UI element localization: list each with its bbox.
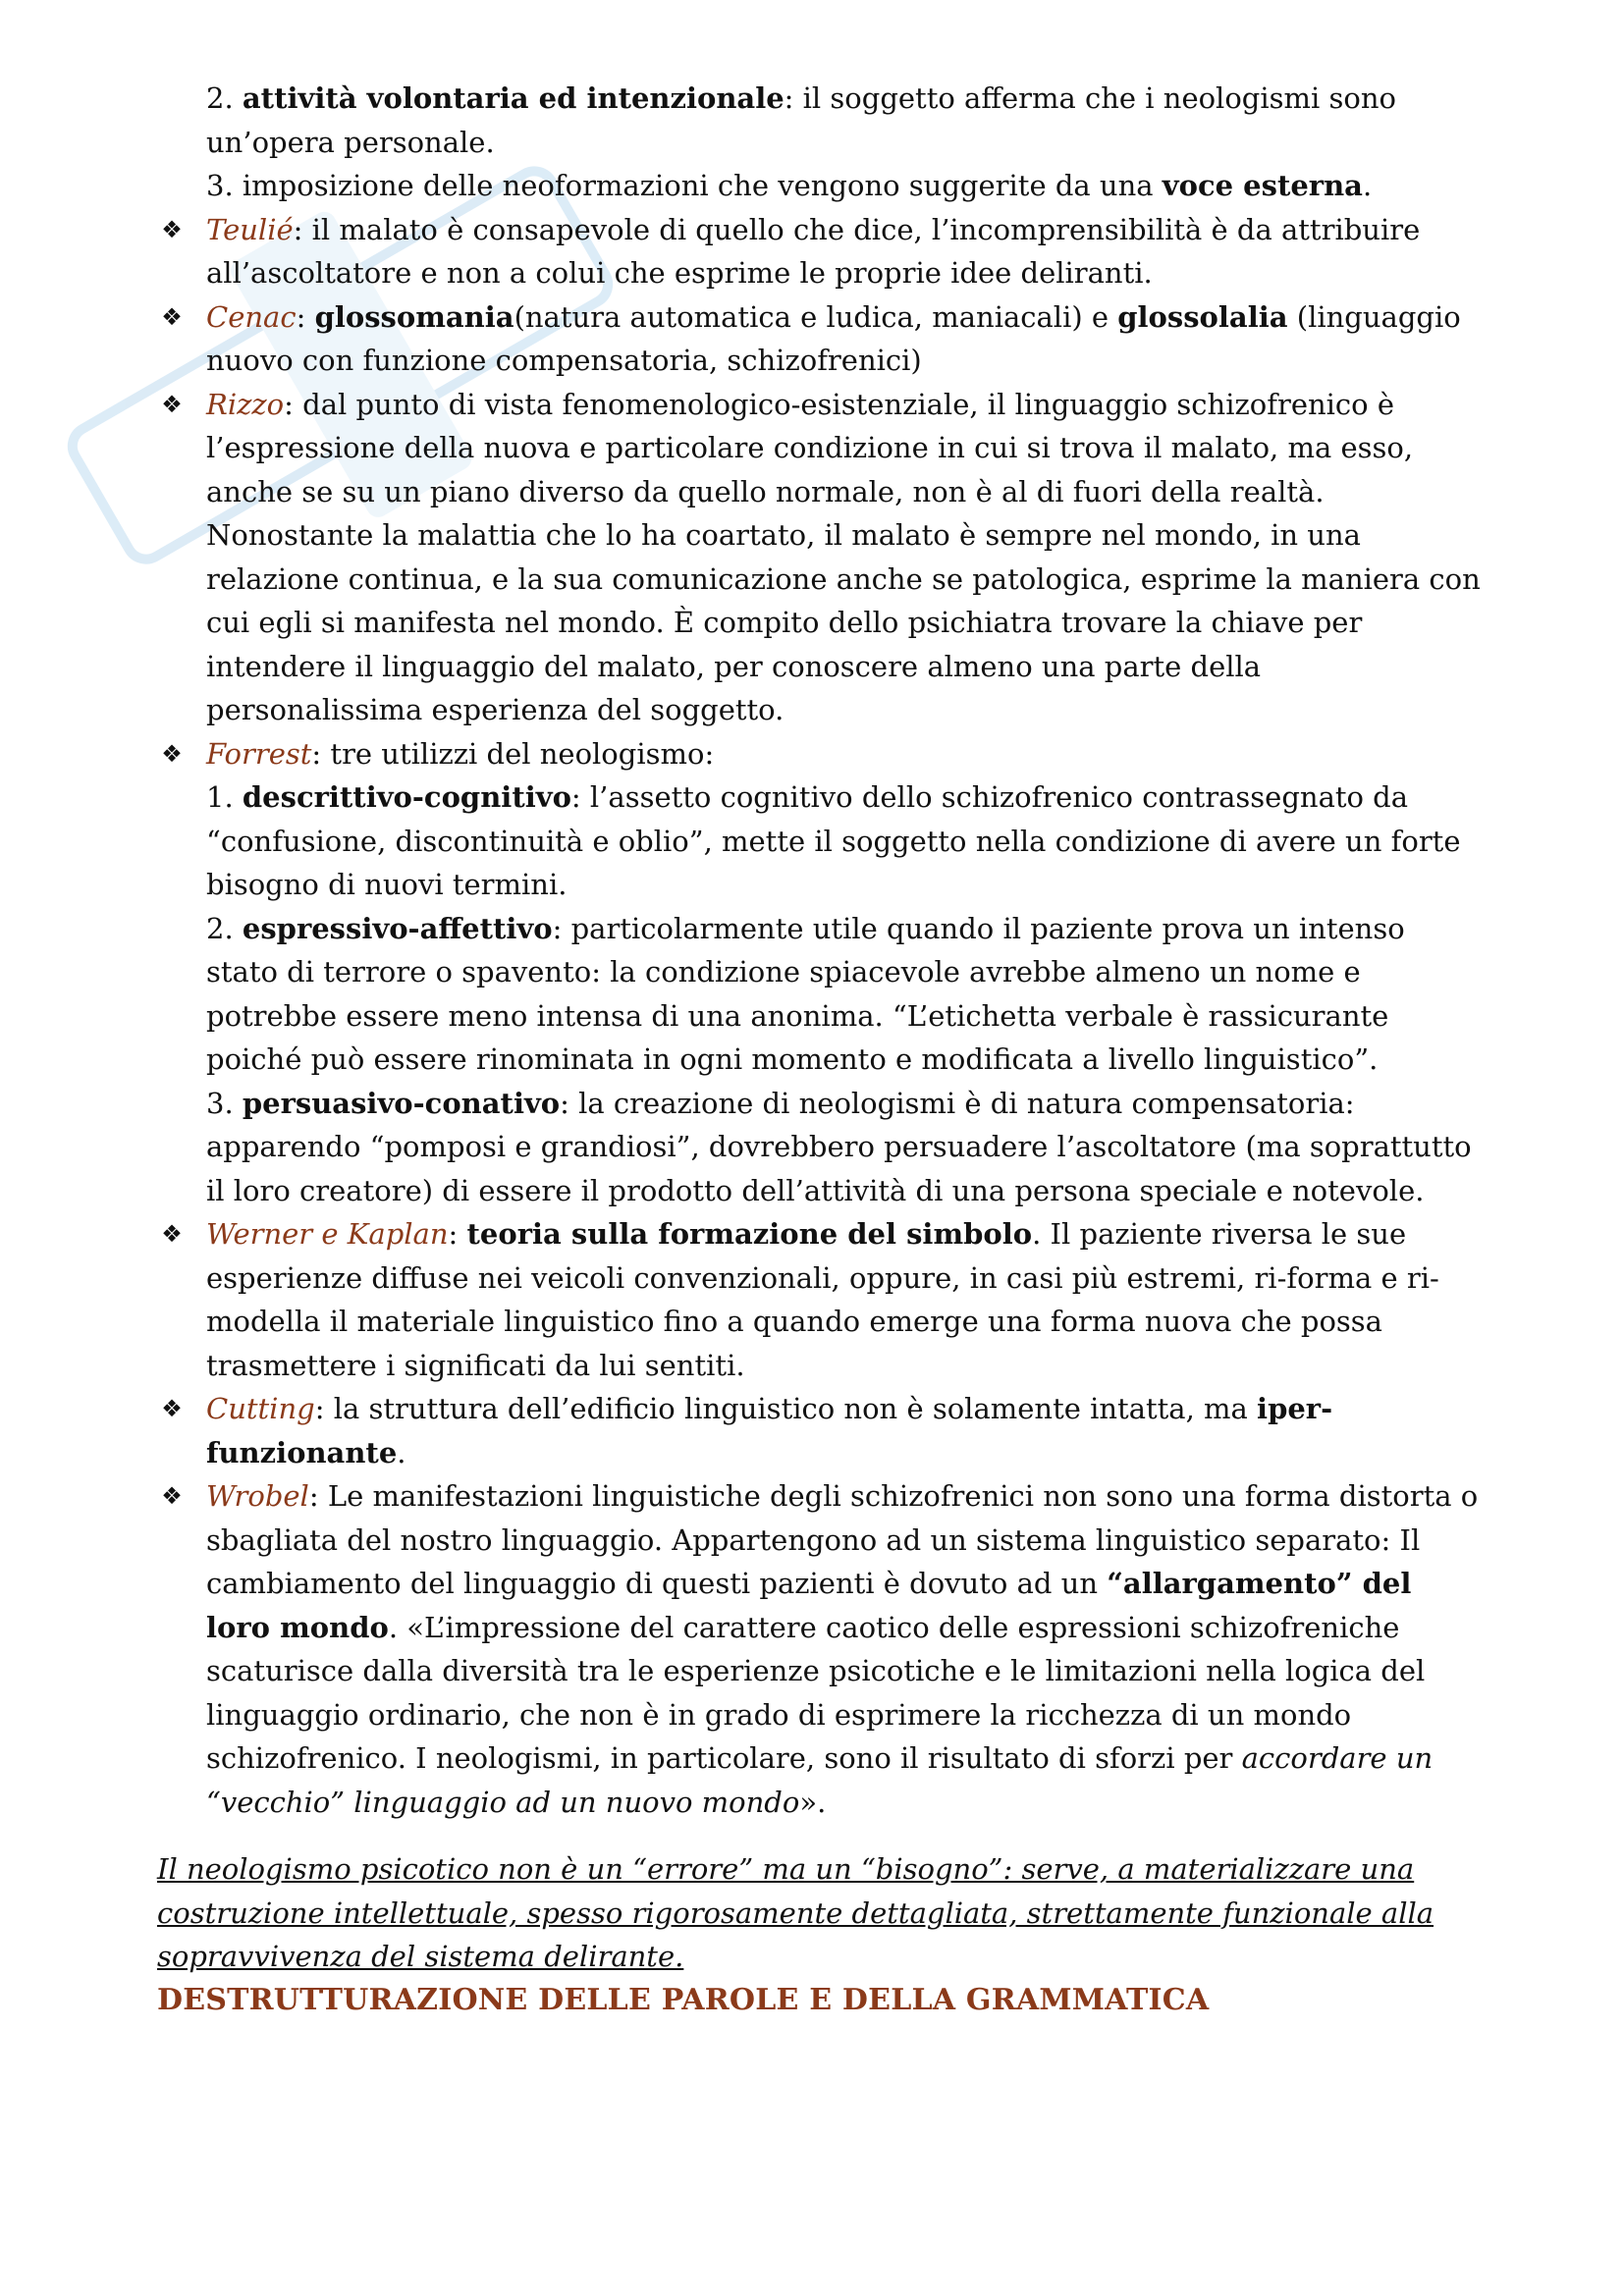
item-number: 1. — [206, 780, 234, 814]
forrest-sub-2 — [206, 907, 1483, 1082]
bullet-cenac — [157, 295, 1483, 383]
item-text: : l’assetto cognitivo dello schizofrenico contrassegnato da “confusione, discontinuità e oblio”, mette il soggetto nella condizione di avere un forte bisogno di nuovi termini. — [206, 780, 1461, 901]
bullet-text: . — [397, 1435, 406, 1469]
bold-term: attività volontaria ed intenzionale — [242, 81, 784, 115]
item-number: 3. — [206, 169, 234, 202]
bold-term: espressivo-affettivo — [242, 911, 553, 945]
list-item-2 — [157, 77, 1483, 164]
author-name: Cenac — [206, 299, 297, 334]
bullet-cutting — [157, 1387, 1483, 1474]
document-body — [157, 77, 1483, 2022]
diamond-bullet-icon: ❖ — [161, 1220, 183, 1248]
bold-term: “allargamento” del loro mondo — [206, 1567, 1412, 1644]
bullet-text: : dal punto di vista fenomenologico-esistenziale, il linguaggio schizofrenico è l’espressione della nuova e particolare condizione in cui si trova il malato, ma esso, anche se su un piano diverso da quello normale, non è al di fuori della realtà. Nonostante la malattia che lo ha coartato, il malato è sempre nel mondo, in una relazione continua, e la sua comunicazione anche se patologica, esprime la maniera con cui egli si manifesta nel mondo. È compito dello psichiatra trovare la chiave per intendere il linguaggio del malato, per conoscere almeno una parte della personalissima esperienza del soggetto. — [206, 387, 1481, 726]
bold-term: teoria sulla formazione del simbolo — [466, 1217, 1033, 1251]
bullet-text: (natura automatica e ludica, maniacali) e — [514, 299, 1118, 334]
author-name: Werner e Kaplan — [206, 1217, 449, 1251]
diamond-bullet-icon: ❖ — [161, 390, 183, 418]
item-number: 3. — [206, 1086, 234, 1120]
bold-term: glossomania — [314, 299, 514, 334]
bullet-text: : la struttura dell’edificio linguistico non è solamente intatta, ma — [314, 1392, 1258, 1425]
item-text: : la creazione di neologismi è di natura compensatoria: apparendo “pomposi e grandiosi”, dovrebbero persuadere l’ascoltatore (ma soprattutto il loro creatore) di essere il prodotto dell’attività di una persona speciale e notevole. — [206, 1086, 1472, 1207]
bullet-text: : tre utilizzi del neologismo: — [311, 736, 715, 771]
bullet-teulie — [157, 208, 1483, 295]
forrest-sub-1 — [206, 775, 1483, 907]
item-text: : il soggetto afferma che i neologismi sono un’opera personale. — [206, 81, 1396, 159]
author-name: Teulié — [206, 212, 294, 246]
bullet-text: . «L’impressione del carattere caotico delle espressioni schizofreniche scaturisce dalla diversità tra le esperienze psicotiche e le limitazioni nella logica del linguaggio ordinario, che non è in grado di esprimere la ricchezza di un mondo schizofrenico. I neologismi, in particolare, sono il risultato di sforzi per — [206, 1610, 1426, 1775]
bullet-text: (linguaggio nuovo con funzione compensatoria, schizofrenici) — [206, 299, 1461, 377]
bold-term: persuasivo-conativo — [242, 1086, 561, 1120]
diamond-bullet-icon: ❖ — [161, 1482, 183, 1510]
item-text: . — [1362, 169, 1373, 202]
author-name: Wrobel — [206, 1479, 309, 1513]
item-number: 2. — [206, 81, 234, 115]
section-heading: DESTRUTTURAZIONE DELLE PAROLE E DELLA GRAMMATICA — [157, 1982, 1210, 2017]
bullet-text: : — [296, 299, 315, 334]
diamond-bullet-icon: ❖ — [161, 215, 183, 243]
author-name: Rizzo — [206, 387, 285, 421]
bullet-werner-kaplan — [157, 1212, 1483, 1387]
bullet-text: : Le manifestazioni linguistiche degli schizofrenici non sono una forma distorta o sbagliata del nostro linguaggio. Appartengono ad un sistema linguistico separato: Il cambiamento del linguaggio di questi pazienti è dovuto ad un — [206, 1479, 1479, 1600]
bullet-text: : — [448, 1217, 467, 1251]
item-text: imposizione delle neoformazioni che vengono suggerite da una — [242, 169, 1154, 202]
author-name: Forrest — [206, 736, 312, 771]
bold-term: voce esterna — [1162, 169, 1363, 202]
bullet-text: : il malato è consapevole di quello che dice, l’incomprensibilità è da attribuire all’ascoltatore e non a colui che esprime le proprie idee deliranti. — [206, 212, 1421, 290]
item-text: : particolarmente utile quando il paziente prova un intenso stato di terrore o spavento: la condizione spiacevole avrebbe almeno un nome e potrebbe essere meno intensa di una anonima. “L’etichetta verbale è rassicurante poiché può essere rinominata in ogni momento e modificata a livello linguistico”. — [206, 911, 1405, 1076]
bold-term: descrittivo-cognitivo — [242, 780, 571, 814]
bullet-text: ». — [799, 1785, 827, 1819]
diamond-bullet-icon: ❖ — [161, 302, 183, 331]
forrest-intro — [206, 732, 1483, 776]
conclusion-paragraph: Il neologismo psicotico non è un “errore” ma un “bisogno”: serve, a materializzare una costruzione intellettuale, spesso rigorosamente dettagliata, strettamente funzionale alla sopravvivenza del sistema delirante. — [157, 1852, 1434, 1973]
diamond-bullet-icon: ❖ — [161, 1395, 183, 1422]
bullet-forrest — [157, 732, 1483, 1213]
italic-quote: accordare un “vecchio” linguaggio ad un nuovo mondo — [206, 1741, 1434, 1819]
bold-term: glossolalia — [1117, 299, 1288, 334]
bold-term: iper-funzionante — [206, 1392, 1333, 1469]
diamond-bullet-icon: ❖ — [161, 739, 183, 768]
bullet-rizzo — [157, 383, 1483, 732]
bullet-wrobel — [157, 1474, 1483, 1824]
author-name: Cutting — [206, 1392, 315, 1425]
item-number: 2. — [206, 911, 234, 945]
forrest-sub-3 — [206, 1082, 1483, 1213]
list-item-3 — [157, 164, 1483, 208]
bullet-text: . Il paziente riversa le sue esperienze diffuse nei veicoli convenzionali, oppure, in casi più estremi, ri-forma e ri-modella il materiale linguistico fino a quando emerge una forma nuova che possa trasmettere i significati da lui sentiti. — [206, 1217, 1439, 1382]
